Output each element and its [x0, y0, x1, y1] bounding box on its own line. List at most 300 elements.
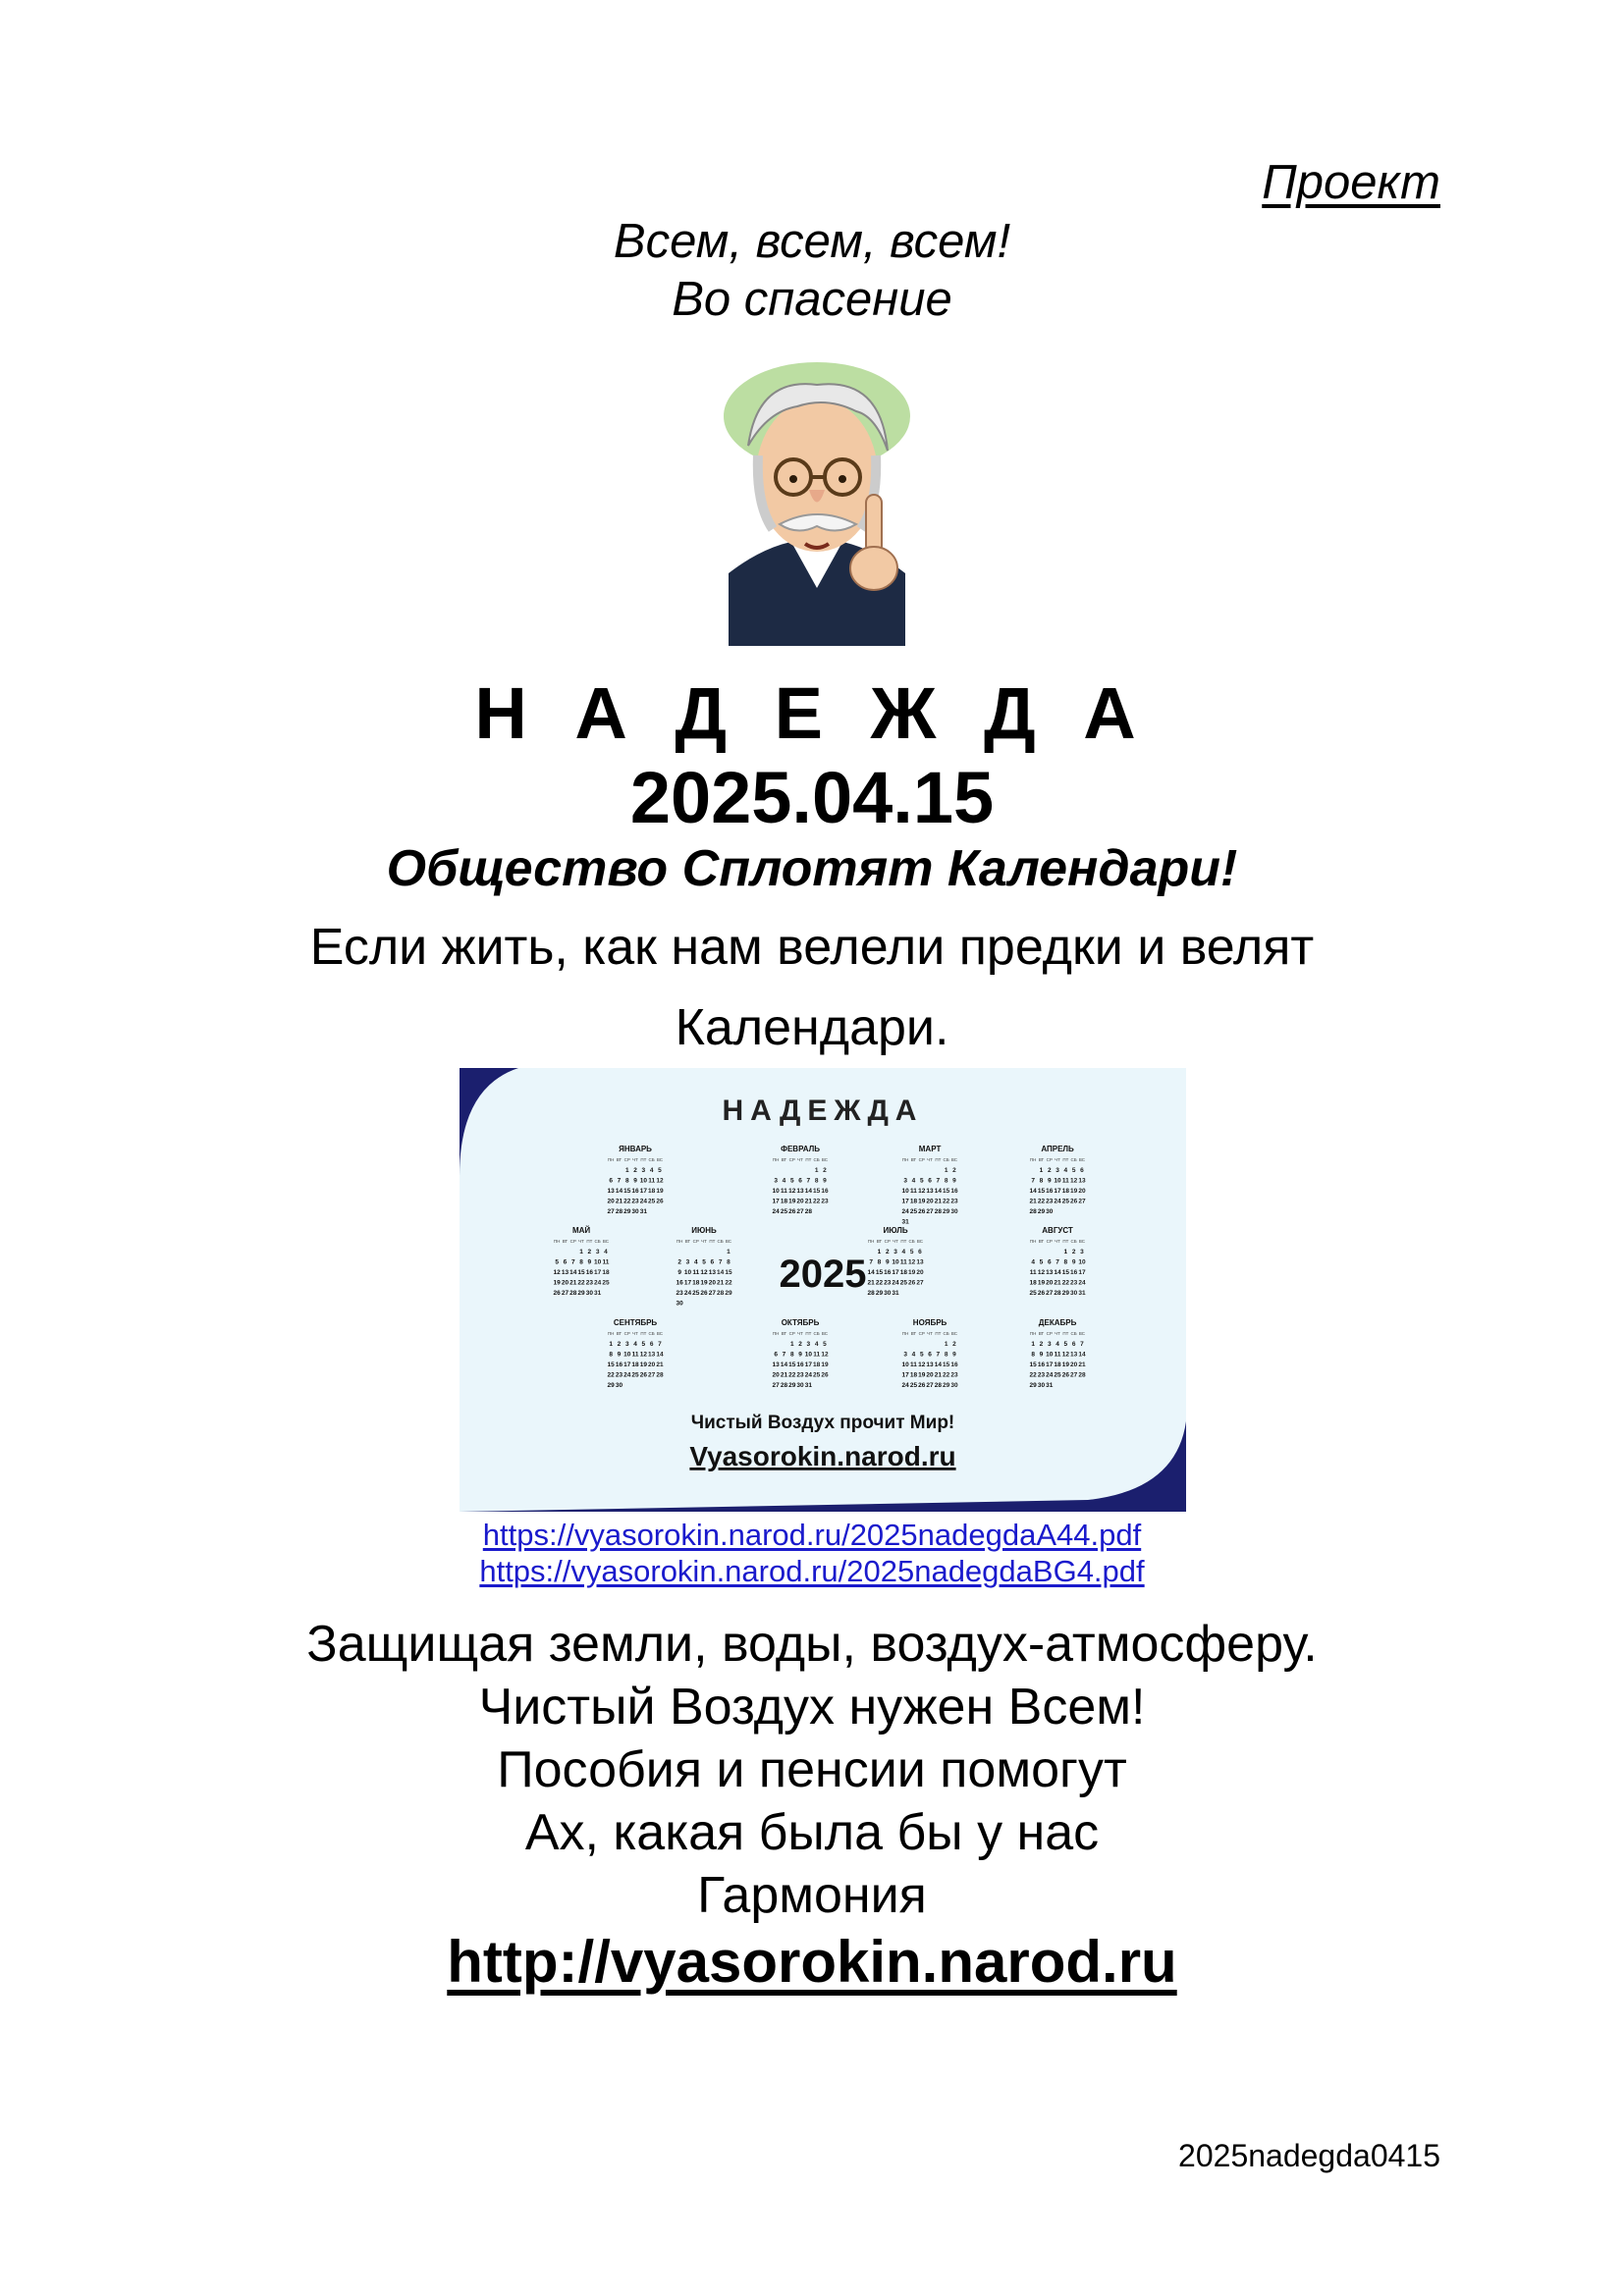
calendar-day: 25 — [909, 1208, 918, 1215]
calendar-month-name: ЯНВАРЬ — [619, 1145, 652, 1153]
calendar-day: 26 — [918, 1208, 926, 1215]
calendar-day: 27 — [561, 1290, 569, 1297]
calendar-day: 14 — [717, 1269, 725, 1276]
calendar-weekday: ПТ — [900, 1239, 907, 1244]
calendar-day: 28 — [934, 1382, 942, 1389]
calendar-day: 1 — [624, 1167, 629, 1174]
calendar-day: 25 — [692, 1290, 700, 1297]
calendar-weekday: ЧТ — [797, 1331, 803, 1336]
calendar-weekday: СБ — [813, 1157, 820, 1162]
calendar-day: 25 — [899, 1279, 907, 1287]
calendar-weekday: ЧТ — [927, 1331, 933, 1336]
greeting-line-1: Всем, всем, всем! — [613, 215, 1011, 268]
page-title: Н А Д Е Ж Д А — [474, 672, 1150, 754]
calendar-day: 16 — [585, 1269, 593, 1276]
calendar-day: 8 — [877, 1258, 882, 1266]
calendar-day: 14 — [1054, 1269, 1061, 1276]
calendar-day: 23 — [950, 1198, 958, 1205]
calendar-day: 6 — [774, 1351, 778, 1359]
calendar-month-name: АПРЕЛЬ — [1041, 1145, 1074, 1153]
calendar-weekday: ВС — [656, 1157, 664, 1162]
calendar-day: 9 — [952, 1177, 956, 1185]
calendar-day: 27 — [926, 1382, 934, 1389]
calendar-day: 27 — [796, 1208, 804, 1215]
calendar-day: 27 — [648, 1371, 656, 1379]
calendar-day: 30 — [1070, 1290, 1078, 1297]
calendar-day: 16 — [615, 1362, 623, 1368]
calendar-weekday: СБ — [908, 1239, 915, 1244]
calendar-month-name: ДЕКАБРЬ — [1038, 1318, 1077, 1327]
calendar-day: 20 — [1070, 1362, 1078, 1368]
calendar-day: 20 — [916, 1269, 924, 1276]
calendar-day: 19 — [918, 1371, 926, 1379]
calendar-weekday: ВТ — [616, 1157, 623, 1162]
calendar-weekday: ВТ — [910, 1157, 917, 1162]
calendar-weekday: ЧТ — [1055, 1239, 1060, 1244]
calendar-day: 14 — [934, 1362, 942, 1368]
calendar-day: 7 — [718, 1258, 723, 1266]
calendar-site: Vyasorokin.narod.ru — [689, 1441, 956, 1471]
calendar-day: 28 — [1078, 1371, 1086, 1379]
calendar-day: 17 — [623, 1362, 631, 1368]
calendar-weekday: СБ — [1070, 1157, 1077, 1162]
calendar-day: 6 — [1071, 1341, 1076, 1348]
calendar-day: 11 — [631, 1351, 639, 1359]
calendar-day: 31 — [1046, 1382, 1054, 1389]
calendar-day: 10 — [901, 1362, 909, 1368]
calendar-day: 6 — [1080, 1167, 1084, 1174]
calendar-day: 7 — [1080, 1341, 1084, 1348]
calendar-day: 25 — [631, 1371, 639, 1379]
calendar-day: 8 — [789, 1351, 794, 1359]
calendar-day: 26 — [788, 1208, 796, 1215]
calendar-weekday: СР — [918, 1157, 925, 1162]
calendar-weekday: ПТ — [935, 1331, 942, 1336]
calendar-day: 29 — [943, 1208, 950, 1215]
calendar-day: 16 — [1046, 1188, 1054, 1195]
calendar-day: 1 — [877, 1249, 882, 1255]
calendar-day: 27 — [926, 1208, 934, 1215]
calendar-weekday: СБ — [943, 1157, 949, 1162]
calendar-day: 18 — [602, 1269, 610, 1276]
calendar-day: 11 — [1061, 1177, 1069, 1185]
calendar-day: 1 — [727, 1249, 731, 1255]
body-line-2: Чистый Воздух нужен Всем! — [478, 1679, 1146, 1735]
calendar-day: 17 — [1046, 1362, 1054, 1368]
calendar-weekday: СР — [1046, 1331, 1053, 1336]
calendar-day: 28 — [1054, 1290, 1061, 1297]
calendar-weekday: ВС — [821, 1157, 829, 1162]
calendar-weekday: ПТ — [1062, 1331, 1069, 1336]
calendar-day: 24 — [594, 1279, 602, 1287]
calendar-day: 29 — [607, 1382, 615, 1389]
calendar-day: 26 — [1061, 1371, 1069, 1379]
calendar-day: 6 — [710, 1258, 715, 1266]
calendar-day: 5 — [1039, 1258, 1044, 1266]
calendar-day: 17 — [901, 1371, 909, 1379]
calendar-day: 20 — [1046, 1279, 1054, 1287]
calendar-day: 23 — [950, 1371, 958, 1379]
calendar-day: 1 — [944, 1341, 948, 1348]
calendar-weekday: СР — [569, 1239, 576, 1244]
calendar-day: 10 — [1054, 1177, 1061, 1185]
calendar-day: 1 — [579, 1249, 583, 1255]
calendar-day: 4 — [633, 1341, 637, 1348]
calendar-day: 5 — [789, 1177, 794, 1185]
calendar-weekday: ВТ — [910, 1331, 917, 1336]
calendar-day: 21 — [656, 1362, 664, 1368]
calendar-day: 13 — [796, 1188, 804, 1195]
calendar-day: 11 — [692, 1269, 700, 1276]
calendar-day: 24 — [1078, 1279, 1086, 1287]
calendar-month-name: ФЕВРАЛЬ — [781, 1145, 820, 1153]
calendar-weekday: СР — [623, 1157, 630, 1162]
calendar-day: 15 — [1061, 1269, 1069, 1276]
calendar-day: 29 — [1037, 1208, 1046, 1215]
calendar-day: 8 — [944, 1351, 948, 1359]
calendar-weekday: ПН — [1029, 1157, 1037, 1162]
calendar-day: 16 — [950, 1362, 958, 1368]
calendar-weekday: ПТ — [805, 1157, 812, 1162]
calendar-day: 14 — [804, 1188, 812, 1195]
calendar-weekday: ЧТ — [578, 1239, 584, 1244]
calendar-day: 11 — [813, 1351, 821, 1359]
calendar-day: 23 — [1037, 1371, 1046, 1379]
calendar-day: 31 — [804, 1382, 812, 1389]
calendar-day: 9 — [1071, 1258, 1076, 1266]
calendar-day: 30 — [950, 1382, 958, 1389]
calendar-day: 2 — [952, 1341, 956, 1348]
calendar-day: 23 — [676, 1290, 683, 1297]
calendar-day: 29 — [875, 1290, 884, 1297]
calendar-day: 27 — [1070, 1371, 1078, 1379]
calendar-day: 13 — [1046, 1269, 1054, 1276]
calendar-day: 6 — [649, 1341, 654, 1348]
calendar-day: 2 — [633, 1167, 637, 1174]
calendar-day: 4 — [693, 1258, 698, 1266]
calendar-day: 14 — [1078, 1351, 1086, 1359]
calendar-day: 26 — [1070, 1198, 1078, 1205]
calendar-day: 15 — [788, 1362, 796, 1368]
calendar-day: 10 — [901, 1188, 909, 1195]
calendar-slogan: Чистый Воздух прочит Мир! — [690, 1413, 955, 1433]
calendar-day: 15 — [1037, 1188, 1046, 1195]
calendar-day: 12 — [639, 1351, 647, 1359]
calendar-day: 13 — [1070, 1351, 1078, 1359]
calendar-day: 5 — [641, 1341, 646, 1348]
calendar-day: 11 — [899, 1258, 907, 1266]
calendar-day: 1 — [1039, 1167, 1044, 1174]
calendar-weekday: ПТ — [1062, 1157, 1069, 1162]
document-code: 2025nadegda0415 — [1178, 2138, 1440, 2173]
site-link[interactable]: http://vyasorokin.narod.ru — [447, 1929, 1177, 1995]
calendar-day: 7 — [936, 1177, 941, 1185]
calendar-day: 4 — [1063, 1167, 1068, 1174]
calendar-day: 20 — [796, 1198, 804, 1205]
calendar-day: 19 — [788, 1198, 796, 1205]
calendar-day: 16 — [1037, 1362, 1046, 1368]
calendar-day: 6 — [918, 1249, 922, 1255]
pdf-link-b[interactable]: https://vyasorokin.narod.ru/2025nadegdaBG4.pdf — [479, 1554, 1145, 1588]
calendar-day: 8 — [944, 1177, 948, 1185]
calendar-day: 15 — [577, 1269, 585, 1276]
calendar-day: 21 — [615, 1198, 623, 1205]
calendar-weekday: ВТ — [1038, 1331, 1045, 1336]
calendar-day: 30 — [1037, 1382, 1046, 1389]
calendar-day: 28 — [804, 1208, 812, 1215]
calendar-day: 19 — [821, 1362, 829, 1368]
calendar-day: 19 — [1037, 1279, 1046, 1287]
calendar-day: 15 — [813, 1188, 821, 1195]
calendar-day: 17 — [594, 1269, 602, 1276]
calendar-day: 27 — [607, 1208, 615, 1215]
calendar-day: 21 — [1078, 1362, 1086, 1368]
calendar-weekday: ПТ — [709, 1239, 716, 1244]
calendar-day: 5 — [919, 1177, 924, 1185]
calendar-day: 8 — [1031, 1351, 1035, 1359]
calendar-day: 14 — [615, 1188, 623, 1195]
calendar-day: 2 — [798, 1341, 802, 1348]
calendar-day: 5 — [823, 1341, 827, 1348]
calendar-day: 10 — [623, 1351, 631, 1359]
calendar-title: НАДЕЖДА — [722, 1095, 924, 1127]
calendar-day: 12 — [908, 1258, 916, 1266]
calendar-day: 18 — [692, 1279, 700, 1287]
calendar-day: 31 — [639, 1208, 647, 1215]
calendar-poster — [460, 1068, 1186, 1512]
calendar-weekday: ВС — [916, 1239, 924, 1244]
calendar-day: 19 — [656, 1188, 664, 1195]
calendar-day: 13 — [1078, 1177, 1086, 1185]
calendar-day: 26 — [918, 1382, 926, 1389]
calendar-day: 14 — [1029, 1188, 1037, 1195]
calendar-day: 22 — [943, 1371, 950, 1379]
calendar-day: 16 — [796, 1362, 804, 1368]
calendar-day: 21 — [1054, 1279, 1061, 1287]
calendar-day: 4 — [911, 1177, 916, 1185]
body-line-3: Пособия и пенсии помогут — [497, 1741, 1127, 1798]
calendar-day: 18 — [899, 1269, 907, 1276]
calendar-weekday: ПН — [607, 1157, 615, 1162]
calendar-day: 13 — [708, 1269, 716, 1276]
calendar-day: 15 — [623, 1188, 631, 1195]
calendar-day: 11 — [1029, 1269, 1037, 1276]
calendar-day: 1 — [1031, 1341, 1035, 1348]
calendar-day: 3 — [806, 1341, 811, 1348]
calendar-day: 21 — [804, 1198, 812, 1205]
calendar-day: 18 — [631, 1362, 639, 1368]
calendar-day: 22 — [725, 1279, 732, 1287]
calendar-day: 13 — [926, 1188, 934, 1195]
calendar-day: 31 — [901, 1218, 909, 1226]
calendar-day: 21 — [780, 1371, 788, 1379]
calendar-day: 24 — [683, 1290, 692, 1297]
calendar-month-name: СЕНТЯБРЬ — [613, 1318, 658, 1327]
calendar-day: 25 — [909, 1382, 918, 1389]
calendar-day: 30 — [631, 1208, 639, 1215]
calendar-day: 2 — [617, 1341, 622, 1348]
calendar-day: 22 — [623, 1198, 631, 1205]
calendar-day: 26 — [1037, 1290, 1046, 1297]
calendar-day: 19 — [700, 1279, 708, 1287]
calendar-day: 30 — [676, 1300, 683, 1308]
calendar-weekday: ПН — [901, 1331, 909, 1336]
calendar-day: 2 — [1047, 1167, 1052, 1174]
calendar-day: 21 — [867, 1279, 875, 1287]
calendar-weekday: ВТ — [781, 1157, 787, 1162]
calendar-month-name: ИЮЛЬ — [883, 1226, 908, 1235]
calendar-day: 11 — [910, 1362, 917, 1368]
calendar-day: 23 — [821, 1198, 829, 1205]
calendar-weekday: СР — [918, 1331, 925, 1336]
calendar-day: 22 — [875, 1279, 884, 1287]
calendar-day: 23 — [796, 1371, 804, 1379]
calendar-day: 9 — [617, 1351, 622, 1359]
calendar-day: 27 — [916, 1279, 924, 1287]
intro-line-1: Если жить, как нам велели предки и велят — [309, 919, 1315, 976]
calendar-day: 22 — [1061, 1279, 1069, 1287]
calendar-weekday: ПН — [772, 1331, 780, 1336]
calendar-day: 27 — [708, 1290, 716, 1297]
calendar-day: 9 — [677, 1269, 681, 1276]
calendar-day: 24 — [901, 1382, 909, 1389]
calendar-day: 15 — [875, 1269, 884, 1276]
project-label: Проект — [1262, 156, 1440, 209]
calendar-day: 26 — [821, 1371, 829, 1379]
calendar-day: 12 — [553, 1269, 561, 1276]
calendar-day: 23 — [585, 1279, 593, 1287]
calendar-weekday: ВТ — [616, 1331, 623, 1336]
calendar-day: 25 — [780, 1208, 788, 1215]
calendar-day: 17 — [1078, 1269, 1086, 1276]
calendar-day: 10 — [594, 1258, 602, 1266]
calendar-day: 21 — [569, 1279, 577, 1287]
calendar-weekday: ПН — [772, 1157, 780, 1162]
calendar-day: 4 — [1031, 1258, 1035, 1266]
page-subtitle: Общество Сплотят Календари! — [386, 840, 1238, 897]
calendar-month-name: МАРТ — [918, 1145, 942, 1153]
calendar-day: 3 — [774, 1177, 778, 1185]
calendar-day: 14 — [780, 1362, 788, 1368]
calendar-day: 29 — [1029, 1382, 1037, 1389]
calendar-day: 9 — [952, 1351, 956, 1359]
calendar-day: 15 — [943, 1188, 950, 1195]
calendar-day: 19 — [1061, 1362, 1069, 1368]
pdf-link-a[interactable]: https://vyasorokin.narod.ru/2025nadegdaA44.pdf — [482, 1518, 1142, 1552]
calendar-weekday: ЧТ — [927, 1157, 933, 1162]
calendar-day: 17 — [683, 1279, 692, 1287]
calendar-day: 23 — [631, 1198, 639, 1205]
calendar-day: 20 — [926, 1198, 934, 1205]
calendar-day: 24 — [639, 1198, 647, 1205]
calendar-weekday: ВТ — [876, 1239, 883, 1244]
calendar-day: 20 — [926, 1371, 934, 1379]
calendar-day: 3 — [624, 1341, 629, 1348]
calendar-day: 5 — [909, 1249, 914, 1255]
calendar-month-name: МАЙ — [571, 1226, 591, 1235]
calendar-day: 22 — [577, 1279, 585, 1287]
calendar-weekday: ПН — [901, 1157, 909, 1162]
calendar-day: 27 — [1078, 1198, 1086, 1205]
calendar-day: 10 — [639, 1177, 647, 1185]
calendar-weekday: ПТ — [805, 1331, 812, 1336]
calendar-day: 8 — [624, 1177, 629, 1185]
calendar-day: 16 — [950, 1188, 958, 1195]
calendar-day: 22 — [813, 1198, 821, 1205]
calendar-weekday: ЧТ — [797, 1157, 803, 1162]
calendar-day: 16 — [1070, 1269, 1078, 1276]
calendar-day: 16 — [676, 1279, 683, 1287]
calendar-day: 23 — [1070, 1279, 1078, 1287]
calendar-day: 6 — [928, 1177, 932, 1185]
calendar-day: 7 — [1031, 1177, 1035, 1185]
calendar-day: 6 — [1047, 1258, 1052, 1266]
calendar-day: 9 — [587, 1258, 592, 1266]
calendar-day: 8 — [609, 1351, 613, 1359]
calendar-weekday: ПН — [1029, 1331, 1037, 1336]
calendar-day: 2 — [823, 1167, 827, 1174]
calendar-weekday: СР — [692, 1239, 699, 1244]
calendar-day: 12 — [1061, 1351, 1069, 1359]
calendar-day: 31 — [892, 1290, 899, 1297]
caricature-portrait-icon — [719, 357, 915, 646]
calendar-day: 7 — [782, 1351, 786, 1359]
calendar-weekday: СР — [1046, 1157, 1053, 1162]
calendar-day: 7 — [617, 1177, 622, 1185]
calendar-day: 18 — [909, 1198, 918, 1205]
calendar-day: 13 — [916, 1258, 924, 1266]
calendar-day: 14 — [656, 1351, 664, 1359]
calendar-day: 29 — [577, 1290, 585, 1297]
calendar-day: 18 — [648, 1188, 656, 1195]
calendar-day: 23 — [884, 1279, 892, 1287]
calendar-day: 9 — [823, 1177, 827, 1185]
calendar-day: 13 — [772, 1362, 780, 1368]
calendar-day: 7 — [806, 1177, 811, 1185]
calendar-weekday: ВС — [950, 1331, 958, 1336]
body-line-4: Ах, какая была бы у нас — [524, 1804, 1100, 1861]
calendar-day: 1 — [789, 1341, 794, 1348]
calendar-day: 26 — [553, 1290, 561, 1297]
calendar-month-name: ОКТЯБРЬ — [781, 1318, 820, 1327]
intro-line-2: Календари. — [675, 999, 949, 1056]
calendar-weekday: ЧТ — [632, 1157, 638, 1162]
calendar-day: 26 — [908, 1279, 916, 1287]
calendar-weekday: ВС — [950, 1157, 958, 1162]
calendar-day: 28 — [780, 1382, 788, 1389]
calendar-day: 15 — [943, 1362, 950, 1368]
calendar-weekday: СБ — [1070, 1239, 1077, 1244]
calendar-day: 15 — [725, 1269, 732, 1276]
calendar-day: 24 — [1046, 1371, 1054, 1379]
calendar-day: 16 — [821, 1188, 829, 1195]
calendar-day: 6 — [609, 1177, 613, 1185]
calendar-day: 21 — [934, 1371, 942, 1379]
calendar-day: 5 — [1063, 1341, 1068, 1348]
calendar-day: 28 — [615, 1208, 623, 1215]
calendar-day: 17 — [804, 1362, 812, 1368]
body-line-5: Гармония — [697, 1867, 927, 1924]
calendar-day: 30 — [615, 1382, 623, 1389]
calendar-day: 8 — [1039, 1177, 1044, 1185]
calendar-day: 3 — [893, 1249, 897, 1255]
calendar-day: 7 — [936, 1351, 941, 1359]
calendar-month-name: АВГУСТ — [1042, 1226, 1073, 1235]
calendar-weekday: ВС — [725, 1239, 732, 1244]
calendar-weekday: СР — [1046, 1239, 1053, 1244]
calendar-day: 5 — [555, 1258, 559, 1266]
calendar-day: 18 — [1029, 1279, 1037, 1287]
